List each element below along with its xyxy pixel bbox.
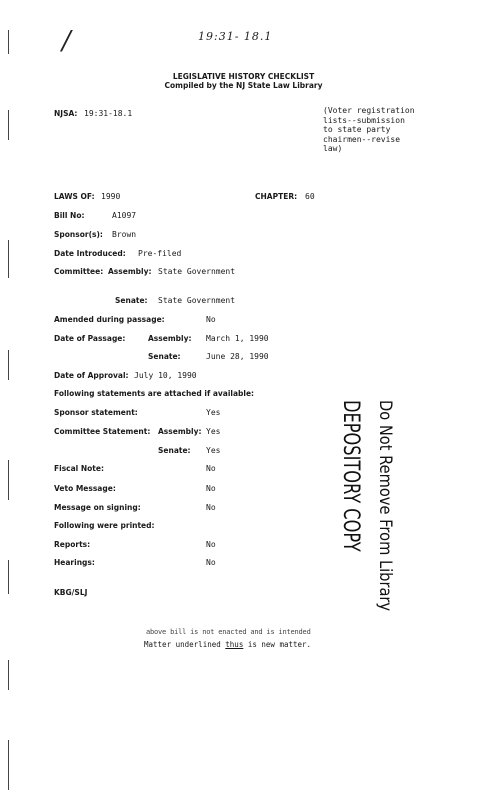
committee-label: Committee: — [54, 267, 104, 276]
committee-statement-senate-value: Yes — [206, 446, 221, 455]
chapter-value: 60 — [305, 192, 315, 201]
scan-edge-mark — [8, 30, 9, 54]
passage-label: Date of Passage: — [54, 334, 126, 343]
sponsor-label: Sponsor(s): — [54, 230, 103, 239]
committee-senate-label: Senate: — [115, 296, 148, 305]
laws-label: LAWS OF: — [54, 192, 95, 201]
scan-edge-mark — [8, 660, 9, 690]
date-introduced-label: Date Introduced: — [54, 249, 126, 258]
hearings-label: Hearings: — [54, 558, 95, 567]
stamp-line-do-not-remove: Do Not Remove From Library — [375, 400, 395, 612]
bill-value: A1097 — [112, 211, 137, 220]
veto-message-label: Veto Message: — [54, 484, 116, 493]
amended-label: Amended during passage: — [54, 315, 165, 324]
sponsor-statement-label: Sponsor statement: — [54, 408, 138, 417]
subject-note: (Voter registration lists--submission to state party chairmen--revise law) — [323, 106, 415, 153]
passage-senate-label: Senate: — [148, 352, 181, 361]
scan-edge-mark — [8, 350, 9, 380]
fiscal-note-value: No — [206, 464, 216, 473]
sponsor-statement-value: Yes — [206, 408, 221, 417]
committee-statement-assembly-label: Assembly: — [158, 427, 202, 436]
committee-statement-assembly-value: Yes — [206, 427, 221, 436]
footer-before: Matter underlined — [144, 640, 226, 649]
page-subtitle: Compiled by the NJ State Law Library — [164, 81, 323, 90]
passage-assembly-label: Assembly: — [148, 334, 192, 343]
amended-value: No — [206, 315, 216, 324]
passage-senate-value: June 28, 1990 — [206, 352, 269, 361]
footer-underlined: thus — [225, 640, 244, 649]
scan-edge-mark — [8, 740, 9, 790]
date-introduced-value: Pre-filed — [138, 249, 182, 258]
following-printed-heading: Following were printed: — [54, 521, 155, 530]
depository-stamp — [275, 400, 395, 620]
committee-assembly-label: Assembly: — [108, 267, 152, 276]
message-signing-label: Message on signing: — [54, 503, 141, 512]
approval-value: July 10, 1990 — [134, 371, 197, 380]
bill-label: Bill No: — [54, 211, 85, 220]
committee-statement-senate-label: Senate: — [158, 446, 191, 455]
following-attached-heading: Following statements are attached if available: — [54, 389, 255, 398]
reports-label: Reports: — [54, 540, 91, 549]
laws-value: 1990 — [101, 192, 121, 201]
scan-edge-mark — [8, 460, 9, 500]
veto-message-value: No — [206, 484, 216, 493]
scan-edge-mark — [8, 240, 9, 278]
initials: KBG/SLJ — [54, 588, 88, 597]
committee-statement-label: Committee Statement: — [54, 427, 151, 436]
reports-value: No — [206, 540, 216, 549]
committee-senate-value: State Government — [158, 296, 236, 305]
sponsor-value: Brown — [112, 230, 137, 239]
passage-assembly-value: March 1, 1990 — [206, 334, 269, 343]
scan-edge-mark — [8, 110, 9, 140]
committee-assembly-value: State Government — [158, 267, 236, 276]
cut-off-text: above bill is not enacted and is intended — [146, 628, 311, 636]
hearings-value: No — [206, 558, 216, 567]
fiscal-note-label: Fiscal Note: — [54, 464, 104, 473]
message-signing-value: No — [206, 503, 216, 512]
njsa-value: 19:31-18.1 — [84, 109, 133, 118]
chapter-label: CHAPTER: — [255, 192, 298, 201]
stamp-line-depository: DEPOSITORY COPY — [338, 400, 363, 552]
footer-note — [144, 640, 311, 649]
njsa-label: NJSA: — [54, 109, 78, 118]
handwritten-page-mark: / — [62, 26, 71, 56]
footer-after: is new matter. — [243, 640, 312, 649]
page-title: LEGISLATIVE HISTORY CHECKLIST — [172, 72, 315, 81]
approval-label: Date of Approval: — [54, 371, 129, 380]
scan-edge-mark — [8, 560, 9, 594]
handwritten-number: 19:31- 18.1 — [198, 30, 273, 43]
